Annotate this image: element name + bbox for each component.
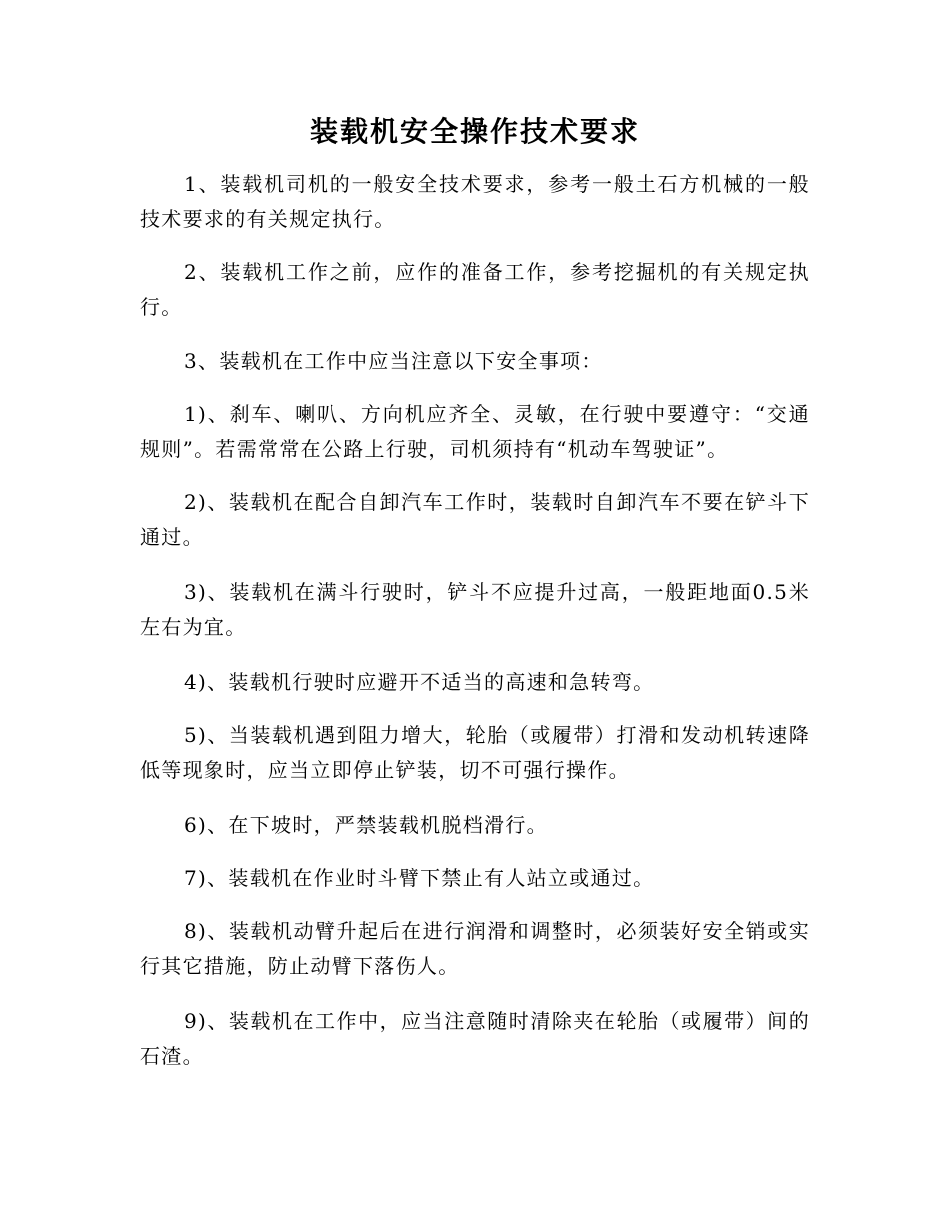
paragraph-1: 1、装载机司机的一般安全技术要求，参考一般土石方机械的一般技术要求的有关规定执行。 bbox=[140, 172, 810, 231]
paragraph-item-5: 5)、当装载机遇到阻力增大，轮胎（或履带）打滑和发动机转速降低等现象时，应当立即停止铲装，切不可强行操作。 bbox=[140, 723, 810, 782]
paragraph-3: 3、装载机在工作中应当注意以下安全事项： bbox=[184, 349, 603, 373]
paragraph-item-9: 9)、装载机在工作中，应当注意随时清除夹在轮胎（或履带）间的石渣。 bbox=[140, 1009, 810, 1068]
paragraph-item-1: 1)、刹车、喇叭、方向机应齐全、灵敏，在行驶中要遵守：“交通规则”。若需常常在公路上行驶，司机须持有“机动车驾驶证”。 bbox=[140, 402, 810, 461]
paragraph-item-6: 6)、在下坡时，严禁装载机脱档滑行。 bbox=[184, 813, 548, 837]
paragraph-item-8: 8)、装载机动臂升起后在进行润滑和调整时，必须装好安全销或实行其它措施，防止动臂下落伤人。 bbox=[140, 919, 810, 978]
paragraph-item-4: 4)、装载机行驶时应避开不适当的高速和急转弯。 bbox=[184, 670, 655, 694]
paragraph-item-7: 7)、装载机在作业时斗臂下禁止有人站立或通过。 bbox=[184, 866, 655, 890]
paragraph-item-3: 3)、装载机在满斗行驶时，铲斗不应提升过高，一般距地面0.5米左右为宜。 bbox=[140, 580, 810, 639]
paragraph-2: 2、装载机工作之前，应作的准备工作，参考挖掘机的有关规定执行。 bbox=[140, 260, 810, 319]
document-title: 装载机安全操作技术要求 bbox=[309, 115, 640, 148]
paragraph-item-2: 2)、装载机在配合自卸汽车工作时，装载时自卸汽车不要在铲斗下通过。 bbox=[140, 490, 810, 549]
